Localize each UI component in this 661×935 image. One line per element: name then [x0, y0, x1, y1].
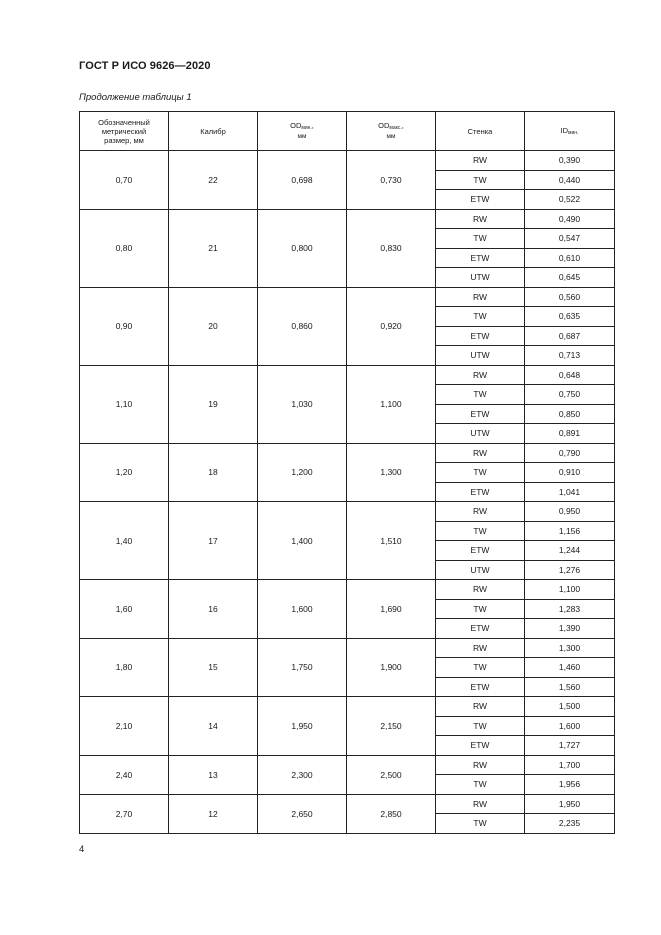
od-min-cell: 1,400: [258, 502, 347, 580]
wall-type-cell: ETW: [436, 404, 525, 424]
od-max-cell: 0,830: [347, 209, 436, 287]
header-od-max-unit: мм: [386, 133, 396, 140]
gauge-cell: 18: [169, 443, 258, 502]
wall-type-cell: ETW: [436, 190, 525, 210]
gauge-cell: 20: [169, 287, 258, 365]
wall-type-cell: RW: [436, 287, 525, 307]
od-max-cell: 1,100: [347, 365, 436, 443]
header-od-max-label: OD: [378, 121, 390, 130]
od-max-cell: 2,850: [347, 794, 436, 833]
wall-type-cell: RW: [436, 209, 525, 229]
wall-type-cell: TW: [436, 463, 525, 483]
id-min-cell: 0,390: [525, 151, 615, 171]
header-id-min: [525, 112, 615, 151]
table-row: [80, 580, 615, 600]
id-min-cell: 0,635: [525, 307, 615, 327]
table-row: [80, 365, 615, 385]
id-min-cell: 1,390: [525, 619, 615, 639]
id-min-cell: 0,790: [525, 443, 615, 463]
wall-type-cell: ETW: [436, 248, 525, 268]
id-min-cell: 1,560: [525, 677, 615, 697]
id-min-cell: 1,500: [525, 697, 615, 717]
od-min-cell: 0,860: [258, 287, 347, 365]
wall-type-cell: TW: [436, 521, 525, 541]
wall-type-cell: ETW: [436, 619, 525, 639]
gauge-cell: 13: [169, 755, 258, 794]
id-min-cell: 0,850: [525, 404, 615, 424]
table-row: [80, 443, 615, 463]
header-size-line-3: размер, мм: [104, 135, 144, 145]
od-min-cell: 2,650: [258, 794, 347, 833]
wall-type-cell: TW: [436, 658, 525, 678]
id-min-cell: 0,891: [525, 424, 615, 444]
designated-size-cell: 2,70: [80, 794, 169, 833]
designated-size-cell: 0,80: [80, 209, 169, 287]
table-row: [80, 794, 615, 814]
wall-type-cell: RW: [436, 755, 525, 775]
gauge-cell: 19: [169, 365, 258, 443]
od-min-cell: 1,600: [258, 580, 347, 639]
od-min-cell: 1,200: [258, 443, 347, 502]
id-min-cell: 0,645: [525, 268, 615, 288]
header-wall: Стенка: [436, 112, 525, 151]
id-min-cell: 1,600: [525, 716, 615, 736]
id-min-cell: 0,610: [525, 248, 615, 268]
wall-type-cell: TW: [436, 229, 525, 249]
od-max-cell: 2,150: [347, 697, 436, 756]
designated-size-cell: 1,10: [80, 365, 169, 443]
wall-type-cell: UTW: [436, 346, 525, 366]
wall-type-cell: RW: [436, 697, 525, 717]
id-min-cell: 1,276: [525, 560, 615, 580]
designated-size-cell: 0,70: [80, 151, 169, 210]
id-min-cell: 0,950: [525, 502, 615, 522]
table-row: [80, 287, 615, 307]
header-id-min-label: ID: [560, 125, 569, 135]
id-min-cell: 2,235: [525, 814, 615, 834]
id-min-cell: 1,100: [525, 580, 615, 600]
od-max-cell: 0,920: [347, 287, 436, 365]
table-row: [80, 638, 615, 658]
table-row: [80, 209, 615, 229]
designated-size-cell: 0,90: [80, 287, 169, 365]
header-size-line-2: метрический: [101, 126, 147, 136]
designated-size-cell: 1,60: [80, 580, 169, 639]
header-od-min: ODмин., мм: [258, 112, 347, 151]
wall-type-cell: ETW: [436, 326, 525, 346]
id-min-cell: 0,687: [525, 326, 615, 346]
od-min-cell: 1,750: [258, 638, 347, 697]
id-min-cell: 1,283: [525, 599, 615, 619]
wall-type-cell: RW: [436, 638, 525, 658]
header-gauge: Калибр: [169, 112, 258, 151]
gauge-cell: 17: [169, 502, 258, 580]
wall-type-cell: RW: [436, 502, 525, 522]
id-min-cell: 1,460: [525, 658, 615, 678]
wall-type-cell: RW: [436, 365, 525, 385]
id-min-cell: 1,300: [525, 638, 615, 658]
table-row: [80, 151, 615, 171]
gauge-cell: 14: [169, 697, 258, 756]
od-max-cell: 1,300: [347, 443, 436, 502]
od-min-cell: 0,800: [258, 209, 347, 287]
id-min-cell: 0,910: [525, 463, 615, 483]
id-min-cell: 1,956: [525, 775, 615, 795]
header-designated-size: [80, 112, 169, 151]
id-min-cell: 1,156: [525, 521, 615, 541]
id-min-cell: 1,041: [525, 482, 615, 502]
header-od-min-unit: мм: [297, 133, 307, 140]
wall-type-cell: RW: [436, 151, 525, 171]
wall-type-cell: UTW: [436, 424, 525, 444]
wall-type-cell: TW: [436, 170, 525, 190]
wall-type-cell: ETW: [436, 736, 525, 756]
od-min-cell: 0,698: [258, 151, 347, 210]
wall-type-cell: UTW: [436, 560, 525, 580]
designated-size-cell: 2,10: [80, 697, 169, 756]
id-min-cell: 1,700: [525, 755, 615, 775]
id-min-cell: 1,727: [525, 736, 615, 756]
table-row: [80, 502, 615, 522]
wall-type-cell: TW: [436, 716, 525, 736]
gauge-cell: 21: [169, 209, 258, 287]
header-id-min-subscript: мин.: [568, 129, 579, 136]
designated-size-cell: 1,80: [80, 638, 169, 697]
wall-type-cell: TW: [436, 385, 525, 405]
id-min-cell: 0,547: [525, 229, 615, 249]
od-max-cell: 1,510: [347, 502, 436, 580]
page-number: 4: [79, 844, 85, 855]
id-min-cell: 0,522: [525, 190, 615, 210]
wall-type-cell: TW: [436, 775, 525, 795]
wall-type-cell: RW: [436, 794, 525, 814]
table-header-row: [80, 112, 615, 151]
id-min-cell: 1,950: [525, 794, 615, 814]
od-max-cell: 2,500: [347, 755, 436, 794]
gauge-cell: 22: [169, 151, 258, 210]
wall-type-cell: ETW: [436, 677, 525, 697]
id-min-cell: 1,244: [525, 541, 615, 561]
header-od-min-subscript: мин.: [301, 125, 312, 131]
gauge-cell: 15: [169, 638, 258, 697]
wall-type-cell: TW: [436, 599, 525, 619]
wall-type-cell: UTW: [436, 268, 525, 288]
wall-type-cell: RW: [436, 443, 525, 463]
header-od-max-subscript: макс.: [389, 125, 402, 131]
wall-type-cell: ETW: [436, 482, 525, 502]
table-row: [80, 697, 615, 717]
od-max-cell: 0,730: [347, 151, 436, 210]
gauge-cell: 12: [169, 794, 258, 833]
od-min-cell: 1,950: [258, 697, 347, 756]
id-min-cell: 0,648: [525, 365, 615, 385]
table-body: [80, 151, 615, 834]
id-min-cell: 0,440: [525, 170, 615, 190]
document-title: ГОСТ Р ИСО 9626—2020: [79, 60, 211, 72]
table-continuation-caption: Продолжение таблицы 1: [79, 92, 192, 103]
designated-size-cell: 1,20: [80, 443, 169, 502]
header-size-line-1: Обозначенный: [98, 117, 150, 127]
wall-type-cell: RW: [436, 580, 525, 600]
id-min-cell: 0,490: [525, 209, 615, 229]
od-min-cell: 2,300: [258, 755, 347, 794]
header-od-max: ODмакс., мм: [347, 112, 436, 151]
id-min-cell: 0,750: [525, 385, 615, 405]
wall-type-cell: TW: [436, 307, 525, 327]
od-max-cell: 1,690: [347, 580, 436, 639]
od-min-cell: 1,030: [258, 365, 347, 443]
id-min-cell: 0,560: [525, 287, 615, 307]
od-max-cell: 1,900: [347, 638, 436, 697]
header-od-min-label: OD: [290, 121, 302, 130]
wall-type-cell: ETW: [436, 541, 525, 561]
designated-size-cell: 2,40: [80, 755, 169, 794]
table-row: [80, 755, 615, 775]
designated-size-cell: 1,40: [80, 502, 169, 580]
gauge-cell: 16: [169, 580, 258, 639]
needle-tubing-table: [79, 111, 615, 834]
id-min-cell: 0,713: [525, 346, 615, 366]
wall-type-cell: TW: [436, 814, 525, 834]
